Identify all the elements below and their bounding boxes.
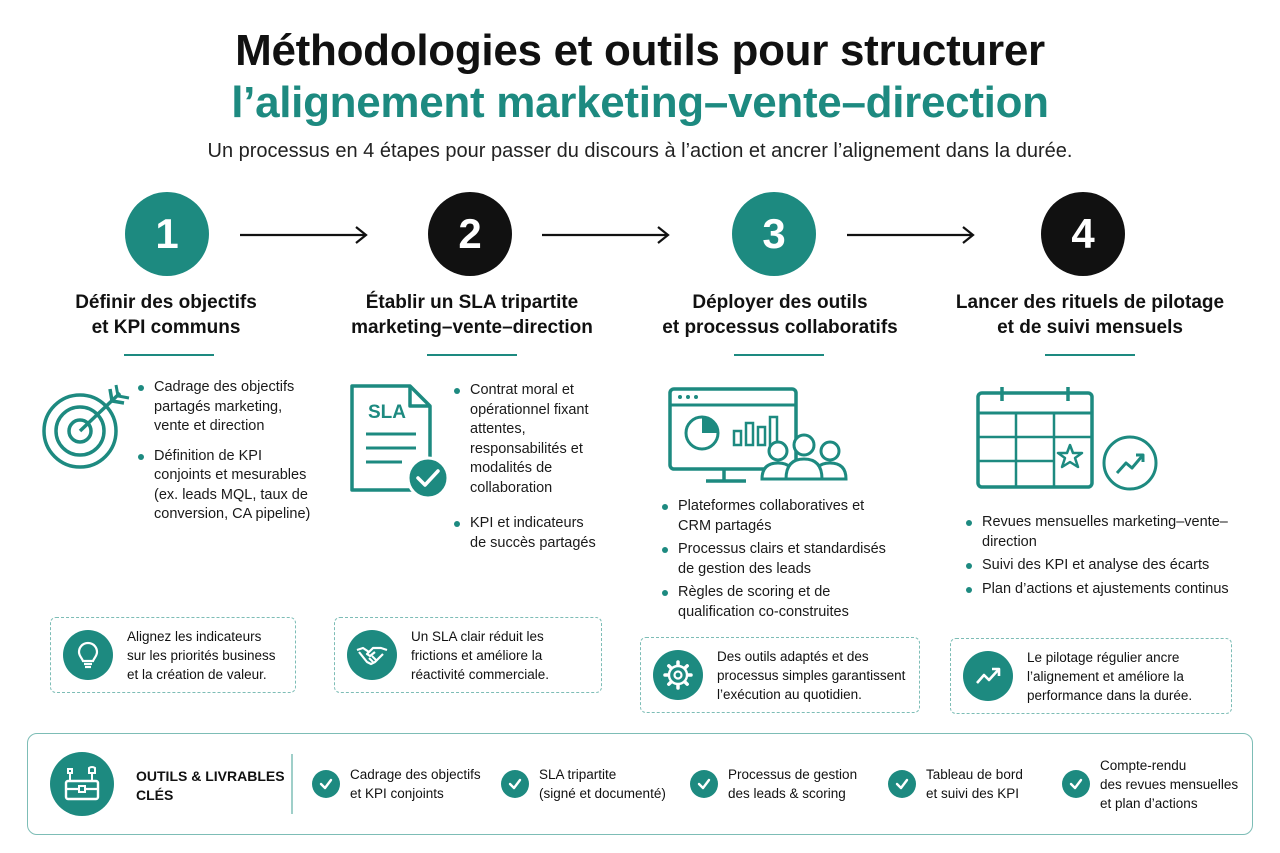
tip-box-1 [50,617,296,693]
tip-box-3 [640,637,920,713]
check-icon [501,770,529,798]
deliverable-item: SLA tripartite (signé et documenté) [501,734,666,834]
step-2-bullets [452,381,602,563]
page-title-line2: l’alignement marketing–vente–direction [231,78,1049,127]
step-1-title: Définir des objectifs et KPI communs [75,292,257,338]
list-item: Plateformes collaboratives et CRM partagés [660,497,900,536]
step-4-title: Lancer des rituels de pilotage et de suivi mensuels [955,292,1225,338]
list-item: Cadrage des objectifs partagés marketing, vente et direction [136,378,316,437]
tip-box-2 [334,617,602,693]
step-2-title: Établir un SLA tripartite marketing–vente–direction [351,292,593,338]
target-icon [40,383,132,475]
deliverable-item: Cadrage des objectifs et KPI conjoints [312,734,481,834]
sla-icon-text: SLA [368,402,406,423]
list-item: Définition de KPI conjoints et mesurables (ex. leads MQL, taux de conversion, CA pipeline) [136,447,316,525]
step-3-bullets [660,497,900,626]
step-3-rule [734,354,824,356]
list-item: Contrat moral et opérationnel fixant attentes, responsabilités et modalités de collaboration [452,381,602,498]
step-4-bullets [964,513,1246,603]
list-item: KPI et indicateurs de succès partagés [452,514,602,553]
tip-text: Alignez les indicateurs sur les priorités business et la création de valeur. [127,628,276,682]
check-icon [690,770,718,798]
list-item: Règles de scoring et de qualification co-construites [660,583,900,622]
list-item: Revues mensuelles marketing–vente–direction [964,513,1246,552]
tip-text: Le pilotage régulier ancre l’alignement et améliore la performance dans la durée. [1027,649,1193,703]
arrow-right-icon [238,225,370,245]
list-item: Plan d’actions et ajustements continus [964,580,1246,600]
list-item: Processus clairs et standardisés de gestion des leads [660,540,900,579]
step-1-bullets [136,378,316,535]
step-3-number: 3 [732,192,816,276]
toolbox-icon [50,752,114,816]
check-icon [312,770,340,798]
tip-text: Un SLA clair réduit les frictions et améliore la réactivité commerciale. [411,628,550,682]
check-icon [1062,770,1090,798]
step-4-rule [1045,354,1135,356]
tip-box-4 [950,638,1232,714]
check-icon [888,770,916,798]
handshake-icon [347,630,397,680]
gear-icon [653,650,703,700]
sla-document-icon [346,382,452,500]
deliverables-bar [27,733,1253,835]
arrow-right-icon [845,225,977,245]
deliverable-item: Tableau de bord et suivi des KPI [888,734,1023,834]
dashboard-team-icon [666,385,852,485]
step-4-number: 4 [1041,192,1125,276]
step-2-number: 2 [428,192,512,276]
trend-up-icon [963,651,1013,701]
deliverable-item: Processus de gestion des leads & scoring [690,734,857,834]
deliverables-label: OUTILS & LIVRABLES CLÉS [136,768,285,803]
deliverable-item: Compte-rendu des revues mensuelles et plan d’actions [1062,734,1238,834]
step-3-title: Déployer des outils et processus collaboratifs [662,292,898,338]
page-subtitle: Un processus en 4 étapes pour passer du discours à l’action et ancrer l’alignement dans la durée. [207,140,1073,162]
tip-text: Des outils adaptés et des processus simples garantissent l’exécution au quotidien. [717,648,906,702]
divider [291,754,293,814]
calendar-icon [974,385,1162,491]
step-2-rule [427,354,517,356]
page-title-line1: Méthodologies et outils pour structurer [235,26,1045,75]
arrow-right-icon [540,225,672,245]
list-item: Suivi des KPI et analyse des écarts [964,556,1246,576]
step-1-number: 1 [125,192,209,276]
lightbulb-icon [63,630,113,680]
step-1-rule [124,354,214,356]
